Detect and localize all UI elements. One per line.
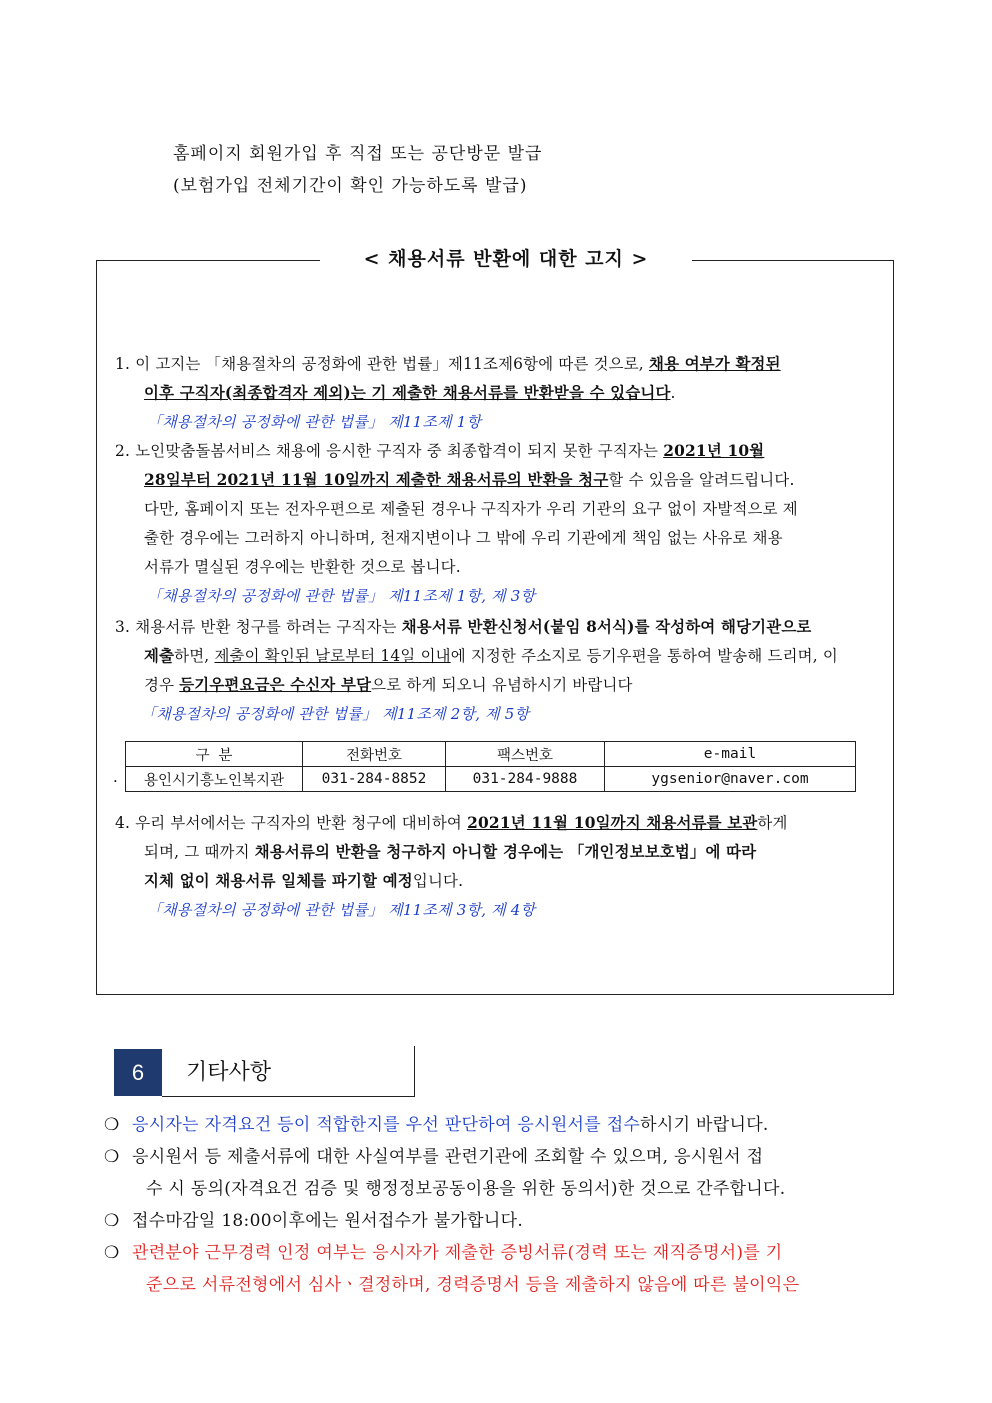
circle-bullet-icon: ❍ [104, 1147, 120, 1167]
item-emphasis: 2021년 11월 10일까지 채용서류를 보관 [467, 814, 758, 832]
item-number: 2. [115, 442, 131, 460]
item-text: 우리 부서에서는 구직자의 반환 청구에 대비하여 [135, 814, 468, 832]
law-citation: 「채용절차의 공정화에 관한 법률」 제11조제 3항, 제 4항 [147, 901, 536, 919]
table-cell-email: ygsenior@naver.com [605, 767, 856, 792]
section-number-badge: 6 [114, 1049, 162, 1096]
bullet-text-warning: 준으로 서류전형에서 심사ㆍ결정하며, 경력증명서 등을 제출하지 않음에 따른 불이익은 [146, 1275, 800, 1295]
item-emphasis: 채용서류의 반환을 청구하지 아니할 경우에는 「개인정보보호법」에 따라 [254, 843, 757, 861]
circle-bullet-icon: ❍ [104, 1115, 120, 1135]
table-row [126, 767, 856, 792]
item-number: 3. [115, 618, 131, 636]
law-citation: 「채용절차의 공정화에 관한 법률」 제11조제 1항 [147, 413, 482, 431]
table-cell-phone: 031-284-8852 [303, 767, 446, 792]
notice-item-2 [115, 437, 877, 611]
item-text: 다만, 홈페이지 또는 전자우편으로 제출된 경우나 구직자가 우리 기관의 요구 없이 자발적으로 제 [144, 500, 798, 518]
bullet-list [104, 1109, 904, 1301]
item-text: 으로 하게 되오니 유념하시기 바랍니다 [371, 676, 633, 694]
bullet-text-warning: 관련분야 근무경력 인정 여부는 응시자가 제출한 증빙서류(경력 또는 재직증명서)를 기 [132, 1243, 783, 1263]
bullet-text: 하시기 바랍니다. [640, 1115, 769, 1135]
notice-title: < 채용서류 반환에 대한 고지 > [320, 244, 692, 271]
item-number: 1. [115, 355, 131, 373]
bullet-text: 응시원서 등 제출서류에 대한 사실여부를 관련기관에 조회할 수 있으며, 응시원서 접 [132, 1147, 764, 1167]
law-citation: 「채용절차의 공정화에 관한 법률」 제11조제 1항, 제 3항 [147, 587, 536, 605]
item-text: 노인맞춤돌봄서비스 채용에 응시한 구직자 중 최종합격이 되지 못한 구직자는 [135, 442, 664, 460]
item-text: 되며, 그 때까지 [144, 843, 255, 861]
item-text: 채용서류 반환 청구를 하려는 구직자는 [135, 618, 402, 636]
notice-item-4 [115, 809, 877, 925]
section-divider [414, 1046, 415, 1097]
item-text: 하게 [757, 814, 788, 832]
item-text: 경우 [144, 676, 180, 694]
circle-bullet-icon: ❍ [104, 1243, 120, 1263]
item-emphasis: 28일부터 2021년 11월 10일까지 제출한 채용서류의 반환을 청구 [144, 471, 609, 489]
contact-table [125, 741, 856, 792]
bullet-item [104, 1109, 904, 1141]
section-title: 기타사항 [186, 1059, 272, 1084]
item-text: 이 고지는 「채용절차의 공정화에 관한 법률」제11조제6항에 따른 것으로, [135, 355, 649, 373]
item-emphasis: 채용서류 반환신청서(붙임 8서식)를 작성하여 해당기관으로 [401, 618, 812, 636]
item-text: 에 지정한 주소지로 등기우편을 통하여 발송해 드리며, 이 [450, 647, 838, 665]
item-text: 출한 경우에는 그러하지 아니하며, 천재지변이나 그 밖에 우리 기관에게 책임 없는 사유로 채용 [144, 529, 783, 547]
item-text: 입니다. [412, 872, 464, 890]
intro-line-1: 홈페이지 회원가입 후 직접 또는 공단방문 발급 [173, 144, 543, 164]
item-text: . [670, 384, 676, 402]
bullet-text: 접수마감일 18:00이후에는 원서접수가 불가합니다. [132, 1211, 524, 1231]
bullet-item [104, 1205, 904, 1237]
item-emphasis: 채용 여부가 확정된 [649, 355, 781, 373]
item-emphasis: 지체 없이 채용서류 일체를 파기할 예정 [144, 872, 413, 890]
table-cell-fax: 031-284-9888 [446, 767, 605, 792]
table-header: 전화번호 [303, 742, 446, 767]
notice-item-3 [115, 613, 877, 729]
table-header: 팩스번호 [446, 742, 605, 767]
table-leading-dot: . [113, 768, 118, 786]
table-cell-org: 용인시기흥노인복지관 [126, 767, 303, 792]
law-citation: 「채용절차의 공정화에 관한 법률」 제11조제 2항, 제 5항 [141, 705, 530, 723]
table-header: 구 분 [126, 742, 303, 767]
item-number: 4. [115, 814, 131, 832]
item-emphasis: 등기우편요금은 수신자 부담 [179, 676, 372, 694]
item-emphasis: 제출 [144, 647, 175, 665]
bullet-item [104, 1141, 904, 1173]
item-emphasis: 이후 구직자(최종합격자 제외)는 기 제출한 채용서류를 반환받을 수 있습니다 [144, 384, 671, 402]
item-underline: 제출이 확인된 날로부터 14일 이내 [214, 647, 451, 665]
circle-bullet-icon: ❍ [104, 1211, 120, 1231]
item-text: 서류가 멸실된 경우에는 반환한 것으로 봅니다. [144, 558, 461, 576]
bullet-item [104, 1237, 904, 1269]
item-text: 하면, [174, 647, 215, 665]
table-header: e-mail [605, 742, 856, 767]
intro-line-2: (보험가입 전체기간이 확인 가능하도록 발급) [173, 176, 528, 196]
item-text: 할 수 있음을 알려드립니다. [608, 471, 795, 489]
item-emphasis: 2021년 10월 [663, 442, 765, 460]
bullet-text: 수 시 동의(자격요건 검증 및 행정정보공동이용을 위한 동의서)한 것으로 간주합니다. [146, 1179, 786, 1199]
section-underline [162, 1096, 415, 1097]
bullet-text-highlight: 응시자는 자격요건 등이 적합한지를 우선 판단하여 응시원서를 접수 [132, 1115, 641, 1135]
notice-item-1 [115, 350, 877, 437]
table-header-row [126, 742, 856, 767]
